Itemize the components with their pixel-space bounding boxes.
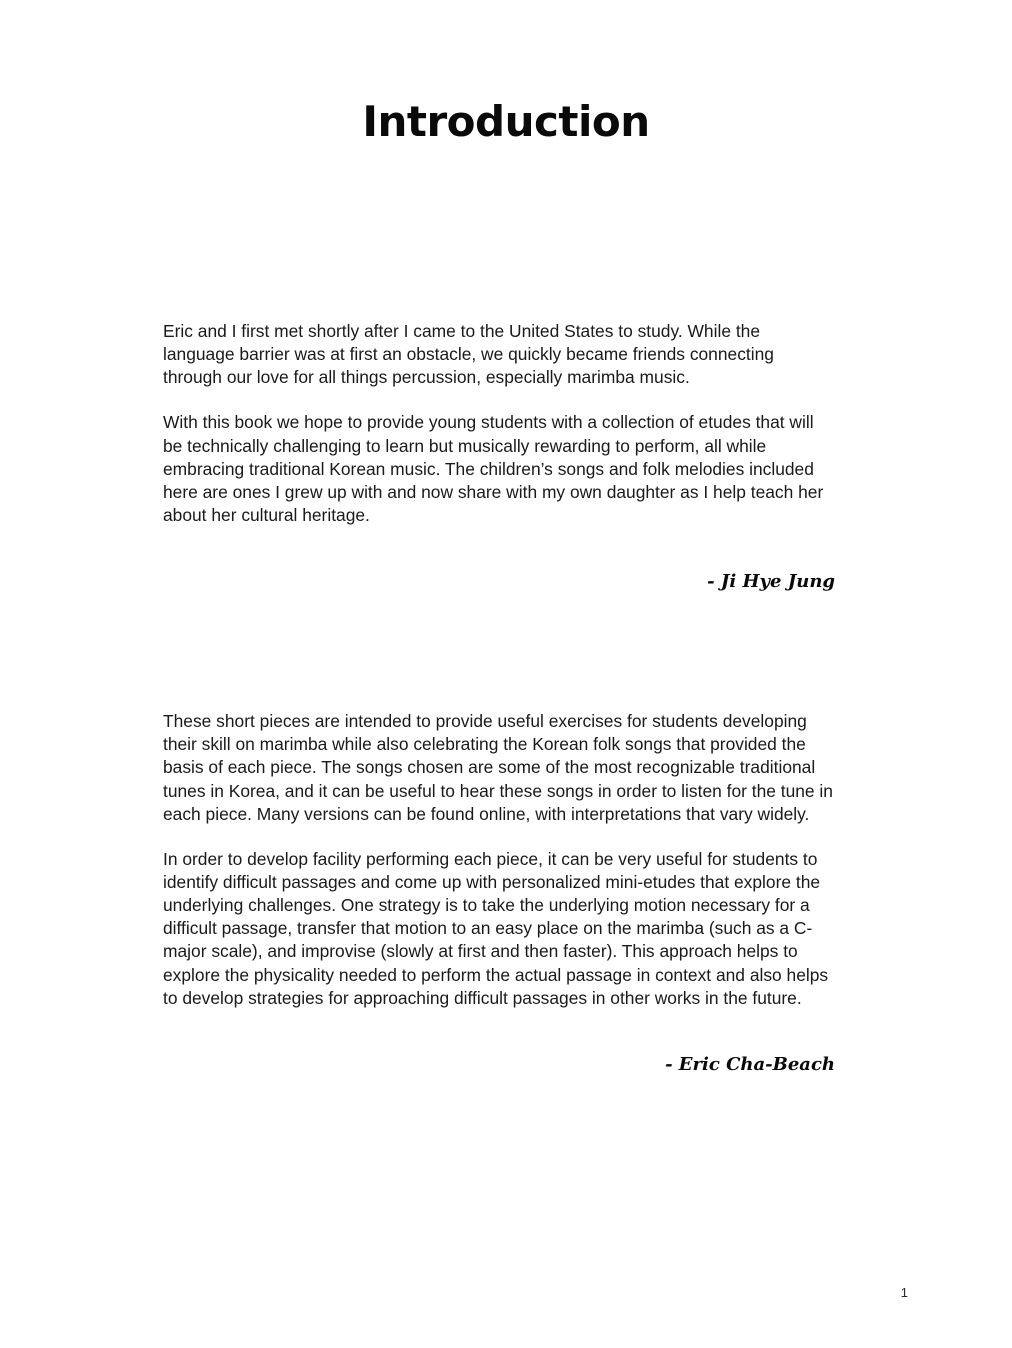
spacer	[163, 1032, 835, 1038]
page-title: Introduction	[362, 97, 650, 146]
page-number: 1	[900, 1285, 908, 1300]
document-body	[163, 320, 835, 1075]
paragraph: With this book we hope to provide young students with a collection of etudes that will be technically challenging to learn but musically rewarding to perform, all while embracing traditional Korean music. The children’s songs and folk melodies included here are ones I grew up with and now share with my own daughter as I help teach her about her cultural heritage.	[163, 412, 824, 525]
spacer	[163, 549, 835, 555]
paragraph: These short pieces are intended to provide useful exercises for students developing their skill on marimba while also celebrating the Korean folk songs that provided the basis of each piece. The songs chosen are some of the most recognizable traditional tunes in Korea, and it can be useful to hear these songs in order to listen for the tune in each piece. Many versions can be found online, with interpretations that vary widely.	[163, 711, 833, 824]
section-spacer	[163, 592, 835, 710]
paragraph: In order to develop facility performing each piece, it can be very useful for students to identify difficult passages and come up with personalized mini-etudes that explore the underlying challenges. One strategy is to take the underlying motion necessary for a difficult passage, transfer that motion to an easy place on the marimba (such as a C-major scale), and improvise (slowly at first and then faster). This approach helps to explore the physicality needed to perform the actual passage in context and also helps to develop strategies for approaching difficult passages in other works in the future.	[163, 848, 829, 1008]
paragraph: Eric and I first met shortly after I came to the United States to study. While the language barrier was at first an obstacle, we quickly became friends connecting through our love for all things percussion, especially marimba music.	[163, 321, 774, 388]
author-signature: - Eric Cha-Beach	[665, 1053, 835, 1075]
section-eric-cha-beach	[163, 710, 835, 1075]
author-signature: - Ji Hye Jung	[707, 571, 835, 593]
section-ji-hye-jung	[163, 320, 835, 592]
